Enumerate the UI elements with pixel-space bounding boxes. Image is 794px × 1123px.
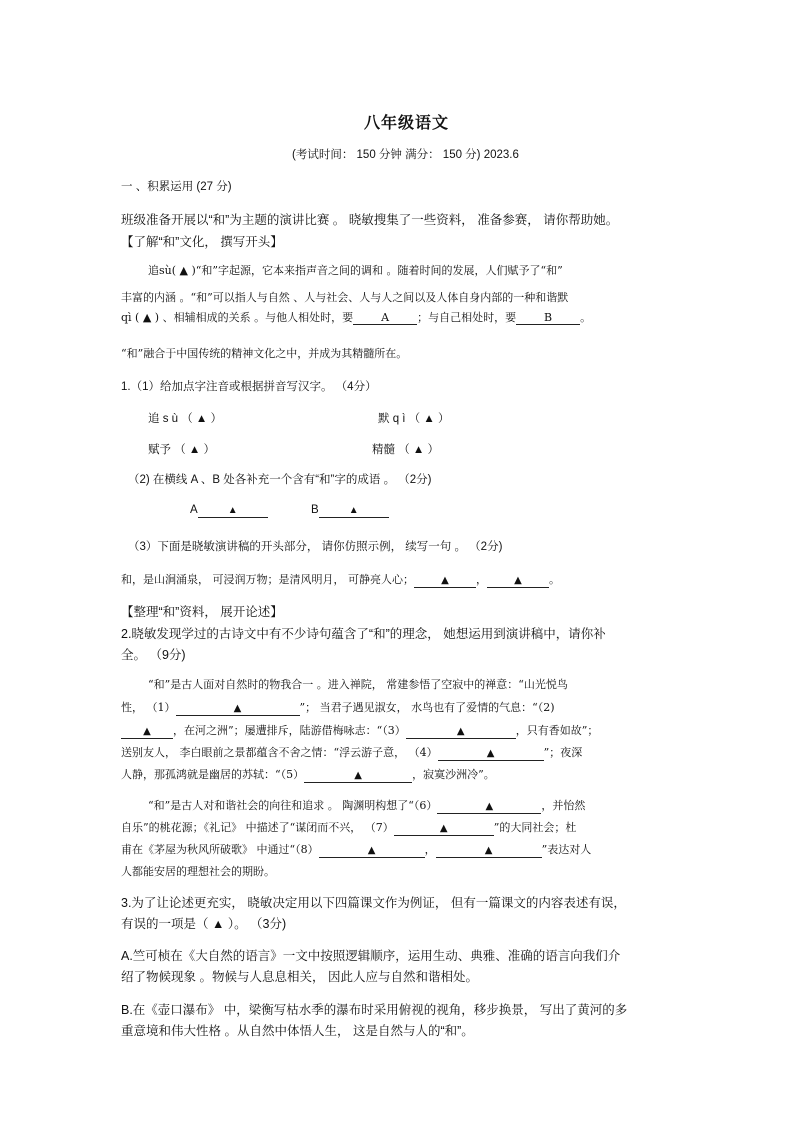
answer-blank[interactable]: ▲: [198, 504, 268, 518]
answer-blank-2[interactable]: ▲: [121, 725, 173, 739]
answer-item-1[interactable]: 追 s ù （ ▲ ）: [148, 413, 223, 425]
passage-text: “和”是古人对和谐社会的向往和追求 。 陶渊明构想了“（6）: [148, 799, 438, 812]
answer-blank[interactable]: ▲: [319, 504, 389, 518]
answer-blank[interactable]: ▲: [414, 574, 476, 588]
answer-blank-8b[interactable]: ▲: [436, 844, 542, 858]
passage-line: [121, 309, 591, 325]
question-3-line: 3.为了让论述更充实， 晓敏决定用以下四篇课文作为例证， 但有一篇课文的内容表述有误，: [121, 896, 626, 910]
answer-blank-4[interactable]: ▲: [438, 747, 544, 761]
passage-text: ，: [424, 843, 436, 856]
example-text: 和，是山涧涌泉， 可浸润万物；是清风明月， 可静亮人心；: [121, 573, 414, 586]
passage-line: [121, 819, 576, 836]
blank-A[interactable]: A: [353, 311, 417, 325]
subsection-heading: 【了解“和”文化， 撰写开头】: [121, 235, 283, 249]
passage-text: ”表达对人: [541, 843, 592, 856]
passage-line: [121, 699, 555, 716]
passage-text: 人静，那孤鸿就是幽居的苏轼：“（5）: [121, 768, 305, 781]
answer-line-B: [311, 504, 389, 518]
comma: ，: [476, 573, 487, 586]
passage-line: [121, 722, 598, 739]
option-B-line[interactable]: 重意境和伟大性格 。从自然中体悟人生， 这是自然与人的“和”。: [121, 1024, 474, 1038]
passage-text: ，在河之洲”；屡遭排斥，陆游借梅咏志：“（3）: [173, 724, 406, 737]
label-B: B: [311, 504, 319, 516]
period: 。: [549, 573, 560, 586]
passage-line: [121, 744, 582, 761]
passage-text: ”；夜深: [543, 746, 583, 759]
answer-blank-1[interactable]: ▲: [176, 702, 300, 716]
question-3-line: 有误的一项是（ ▲ ）。 （3分): [121, 917, 287, 931]
section-heading: 一 、积累运用 (27 分): [121, 181, 232, 193]
answer-blank-5[interactable]: ▲: [304, 769, 412, 783]
page-title: 八年级语文: [364, 115, 450, 132]
passage-text: 性， （1）: [121, 701, 176, 714]
passage-line: [121, 841, 591, 858]
passage-text: 。: [580, 311, 592, 324]
answer-blank[interactable]: ▲: [487, 574, 549, 588]
passage-text: ，寂寞沙洲冷”。: [412, 768, 495, 781]
option-A-line[interactable]: A.竺可桢在《大自然的语言》一文中按照逻辑顺序，运用生动、典雅、准确的语言向我们介: [121, 949, 621, 963]
passage-text: ，并怡然: [541, 799, 586, 812]
answer-blank-7[interactable]: ▲: [394, 822, 494, 836]
question-1-part-3: （3）下面是晓敏演讲稿的开头部分， 请你仿照示例， 续写一句 。 （2分): [128, 541, 503, 553]
question-1-part-1: 1.（1）给加点字注音或根据拼音写汉字。 （4分）: [121, 381, 377, 393]
section-intro: 班级准备开展以“和”为主题的演讲比赛 。 晓敏搜集了一些资料， 准备参赛， 请你帮助她。: [121, 213, 619, 227]
passage-text: ，只有香如故”；: [515, 724, 599, 737]
passage-text: 甫在《茅屋为秋风所破歌》 中通过“（8）: [121, 843, 319, 856]
passage-line: 丰富的内涵 。“和”可以指人与自然 、人与社会、人与人之间以及人体自身内部的一种和谐默: [121, 291, 569, 304]
answer-item-4[interactable]: 精髓 （ ▲ ）: [372, 444, 439, 456]
answer-blank-6[interactable]: ▲: [437, 800, 541, 814]
passage-text: qì ( ▲ ) 、相辅相成的关系 。与他人相处时，要: [121, 311, 354, 324]
passage-line: [148, 797, 585, 814]
question-2-line: 2.晓敏发现学过的古诗文中有不少诗句蕴含了“和”的理念， 她想运用到演讲稿中，请你补: [121, 627, 606, 641]
passage-text: ；与自己相处时，要: [417, 311, 517, 324]
passage-line: [121, 766, 495, 783]
answer-item-3[interactable]: 赋予 （ ▲ ）: [148, 444, 215, 456]
exam-info: (考试时间： 150 分钟 满分： 150 分) 2023.6: [292, 149, 519, 161]
label-A: A: [190, 504, 198, 516]
passage-line: 人都能安居的理想社会的期盼。: [121, 865, 275, 878]
question-1-part-2: （2) 在横线 A 、B 处各补充一个含有“和”字的成语 。 （2分): [128, 474, 432, 486]
passage-text: 自乐”的桃花源；《礼记》 中描述了“谋闭而不兴， （7）: [121, 821, 394, 834]
option-B-line[interactable]: B.在《壶口瀑布》 中，梁衡写枯水季的瀑布时采用俯视的视角，移步换景， 写出了黄河的多: [121, 1003, 628, 1017]
answer-item-2[interactable]: 默 q ì （ ▲ ）: [378, 413, 450, 425]
answer-line-A: [190, 504, 268, 518]
answer-blank-3[interactable]: ▲: [406, 725, 516, 739]
passage-text: ”的大同社会；杜: [493, 821, 577, 834]
blank-B[interactable]: B: [516, 311, 580, 325]
passage-text: ”； 当君子遇见淑女， 水鸟也有了爱情的气息：“（2): [299, 701, 555, 714]
passage-line: “和”是古人面对自然时的物我合一 。进入禅院， 常建参悟了空寂中的禅意：“山光悦鸟: [148, 678, 568, 691]
passage-text: 送别友人， 李白眼前之景都蕴含不舍之情：“浮云游子意， （4）: [121, 746, 438, 759]
passage-line: “和”融合于中国传统的精神文化之中，并成为其精髓所在。: [121, 347, 408, 360]
option-A-line[interactable]: 绍了物候现象 。物候与人息息相关， 因此人应与自然和谐相处。: [121, 970, 478, 984]
answer-blank-8a[interactable]: ▲: [319, 844, 425, 858]
passage-line: 追sù( ▲ )“和”字起源，它本来指声音之间的调和 。随着时间的发展，人们赋予了“和”: [148, 264, 563, 277]
question-2-line: 全。 （9分): [121, 648, 186, 662]
subsection-heading: 【整理“和”资料， 展开论述】: [121, 605, 283, 619]
example-line: [121, 571, 560, 588]
